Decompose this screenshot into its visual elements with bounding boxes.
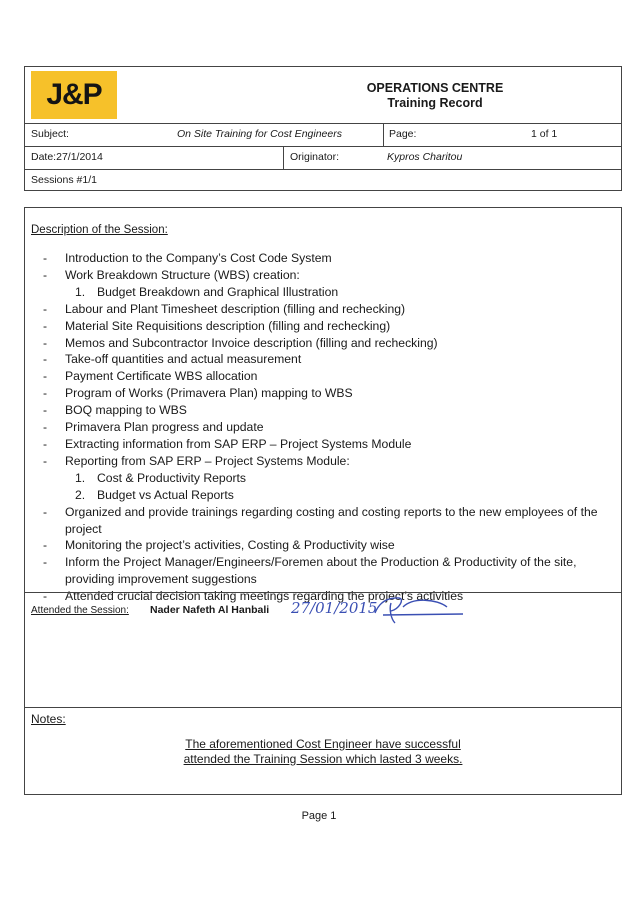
originator-value: Kypros Charitou: [387, 151, 463, 163]
subject-value: On Site Training for Cost Engineers: [177, 128, 342, 140]
notes-line: attended the Training Session which lasted 3 weeks.: [183, 752, 463, 766]
list-item: [35, 537, 611, 554]
list-item: [35, 554, 611, 588]
description-heading: Description of the Session:: [31, 224, 168, 236]
bullet-dash: -: [43, 420, 48, 435]
item-text: Program of Works (Primavera Plan) mapping to WBS: [65, 386, 353, 401]
bullet-dash: -: [43, 301, 48, 316]
notes-label: Notes:: [31, 712, 66, 726]
list-item: [35, 385, 611, 402]
header-top: [25, 67, 621, 124]
bullet-dash: -: [43, 352, 48, 367]
page-value: 1 of 1: [531, 128, 558, 140]
session-topics-list: [35, 250, 611, 605]
list-item: [35, 318, 611, 335]
item-number: 1.: [75, 470, 86, 485]
bullet-dash: -: [43, 403, 48, 418]
sub-list-item: [35, 487, 611, 504]
item-number: 2.: [75, 487, 86, 502]
handwritten-signature: [287, 589, 487, 629]
bullet-dash: -: [43, 504, 48, 519]
item-text: Take-off quantities and actual measurement: [65, 352, 302, 367]
bullet-dash: -: [43, 436, 48, 451]
page-label: Page:: [389, 128, 417, 140]
date-row: [25, 146, 621, 170]
list-item: [35, 301, 611, 318]
list-item: [35, 351, 611, 368]
subject-label: Subject:: [31, 128, 69, 140]
divider: [383, 123, 384, 146]
originator-label: Originator:: [290, 151, 340, 163]
item-text: Reporting from SAP ERP – Project Systems Module:: [65, 453, 350, 468]
notes-line: The aforementioned Cost Engineer have successful: [185, 737, 461, 751]
date-label: Date:: [31, 151, 57, 163]
list-item: [35, 250, 611, 267]
item-text: Inform the Project Manager/Engineers/Foremen about the Production & Productivity of the site, providing improvement suggestions: [65, 555, 577, 587]
item-number: 1.: [75, 284, 86, 299]
bullet-dash: -: [43, 267, 48, 282]
attendance-section: [25, 592, 621, 708]
item-text: Work Breakdown Structure (WBS) creation:: [65, 267, 300, 282]
item-text: Material Site Requisitions description (filling and rechecking): [65, 318, 391, 333]
divider: [283, 146, 284, 169]
list-item: [35, 335, 611, 352]
item-text: BOQ mapping to WBS: [65, 403, 187, 418]
item-text: Budget Breakdown and Graphical Illustration: [97, 284, 339, 299]
session-box: [24, 207, 622, 795]
bullet-dash: -: [43, 589, 48, 604]
document-title: [285, 81, 585, 111]
bullet-dash: -: [43, 555, 48, 570]
org-line: OPERATIONS CENTRE: [366, 81, 504, 95]
date-field: [31, 151, 103, 163]
item-text: Monitoring the project’s activities, Costing & Productivity wise: [65, 538, 395, 553]
sub-list-item: [35, 470, 611, 487]
company-logo: J&P: [31, 71, 117, 119]
date-value: 27/1/2014: [56, 151, 103, 163]
item-text: Extracting information from SAP ERP – Project Systems Module: [65, 436, 412, 451]
bullet-dash: -: [43, 318, 48, 333]
item-text: Primavera Plan progress and update: [65, 420, 264, 435]
list-item: [35, 402, 611, 419]
list-item: [35, 504, 611, 538]
item-text: Memos and Subcontractor Invoice description (filling and rechecking): [65, 335, 438, 350]
bullet-dash: -: [43, 251, 48, 265]
notes-text: [25, 737, 621, 767]
bullet-dash: -: [43, 453, 48, 468]
list-item: [35, 436, 611, 453]
attended-label: Attended the Session:: [31, 605, 129, 616]
list-item: [35, 453, 611, 470]
bullet-dash: -: [43, 386, 48, 401]
signature-stroke: [375, 598, 463, 623]
bullet-dash: -: [43, 369, 48, 384]
list-item: [35, 368, 611, 385]
item-text: Budget vs Actual Reports: [97, 487, 234, 502]
item-text: Labour and Plant Timesheet description (filling and rechecking): [65, 301, 406, 316]
item-text: Organized and provide trainings regarding costing and costing reports to the new employees of the project: [65, 504, 598, 536]
list-item: [35, 267, 611, 284]
sessions-label: Sessions #1/1: [31, 174, 97, 186]
signature-date: 27/01/2015: [291, 599, 378, 617]
bullet-dash: -: [43, 538, 48, 553]
page-footer: Page 1: [301, 810, 337, 822]
item-text: Payment Certificate WBS allocation: [65, 369, 258, 384]
list-item: [35, 419, 611, 436]
item-text: Introduction to the Company’s Cost Code System: [65, 251, 332, 265]
attendee-name: Nader Nafeth Al Hanbali: [150, 604, 270, 616]
sessions-row: [25, 169, 621, 190]
subject-row: [25, 123, 621, 147]
bullet-dash: -: [43, 335, 48, 350]
header-box: [24, 66, 622, 191]
doc-line: Training Record: [387, 96, 483, 110]
item-text: Attended crucial decision taking meetings regarding the project’s activities: [65, 589, 464, 604]
sub-list-item: [35, 284, 611, 301]
item-text: Cost & Productivity Reports: [97, 470, 247, 485]
